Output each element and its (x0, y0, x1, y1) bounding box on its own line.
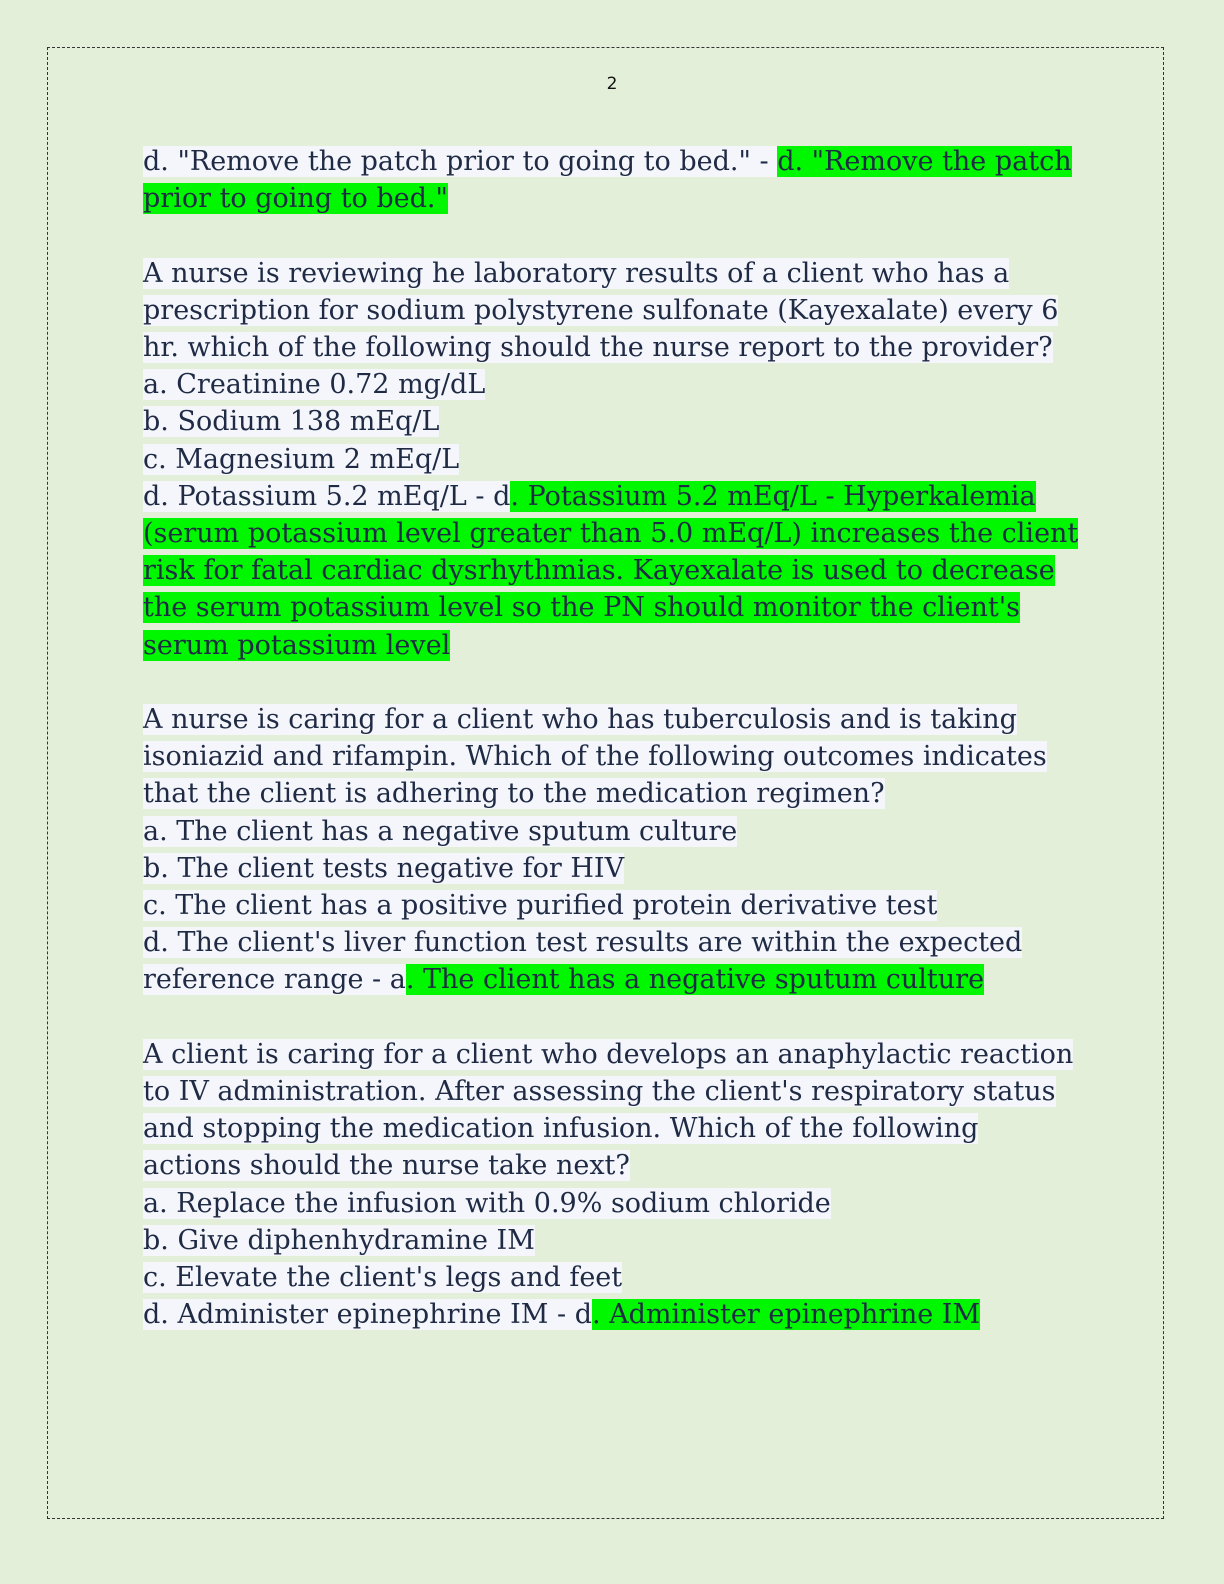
option-b: b. The client tests negative for HIV (143, 852, 625, 884)
option-d: d. Potassium 5.2 mEq/L - d (143, 480, 511, 512)
answer-highlight: . Administer epinephrine IM (591, 1299, 981, 1331)
option-d: d. The client's liver function test results are within the expected reference range - a (143, 927, 1023, 996)
question-tuberculosis (143, 701, 1083, 999)
question-text: A client is caring for a client who develops an anaphylactic reaction to IV administration. After assessing the client's respiratory status and stopping the medication infusion. Which of the following actions should the nurse take next? (143, 1038, 1074, 1182)
question-kayexalate (143, 255, 1083, 664)
option-b: b. Sodium 138 mEq/L (143, 406, 440, 438)
answer-highlight: . The client has a negative sputum culture (405, 964, 985, 996)
previous-option-text: d. "Remove the patch prior to going to bed." - (143, 146, 778, 177)
answer-highlight: . Potassium 5.2 mEq/L - Hyperkalemia (serum potassium level greater than 5.0 mEq/L) increases the client risk for fatal cardiac dysrhythmias. Kayexalate is used to decrease the serum potassium level so the PN should monitor the client's serum potassium level (143, 480, 1079, 661)
page-number: 2 (606, 74, 618, 94)
option-d: d. Administer epinephrine IM - d (143, 1299, 592, 1331)
previous-answer-highlight: d. "Remove the patch prior to going to bed." (143, 146, 1072, 215)
option-a: a. The client has a negative sputum culture (143, 815, 738, 847)
option-b: b. Give diphenhydramine IM (143, 1224, 535, 1256)
question-text: A nurse is caring for a client who has tuberculosis and is taking isoniazid and rifampin. Which of the following outcomes indicates that the client is adhering to the medication regimen? (143, 704, 1047, 810)
document-body (143, 143, 1083, 1371)
option-a: a. Replace the infusion with 0.9% sodium chloride (143, 1187, 831, 1219)
option-c: c. Magnesium 2 mEq/L (143, 443, 460, 475)
option-c: c. The client has a positive purified protein derivative test (143, 890, 938, 922)
option-a: a. Creatinine 0.72 mg/dL (143, 369, 486, 401)
question-text: A nurse is reviewing he laboratory results of a client who has a prescription for sodium polystyrene sulfonate (Kayexalate) every 6 hr. which of the following should the nurse report to the provider? (143, 257, 1059, 363)
answer-block-previous (143, 143, 1083, 217)
option-c: c. Elevate the client's legs and feet (143, 1262, 623, 1294)
question-anaphylaxis (143, 1036, 1083, 1334)
